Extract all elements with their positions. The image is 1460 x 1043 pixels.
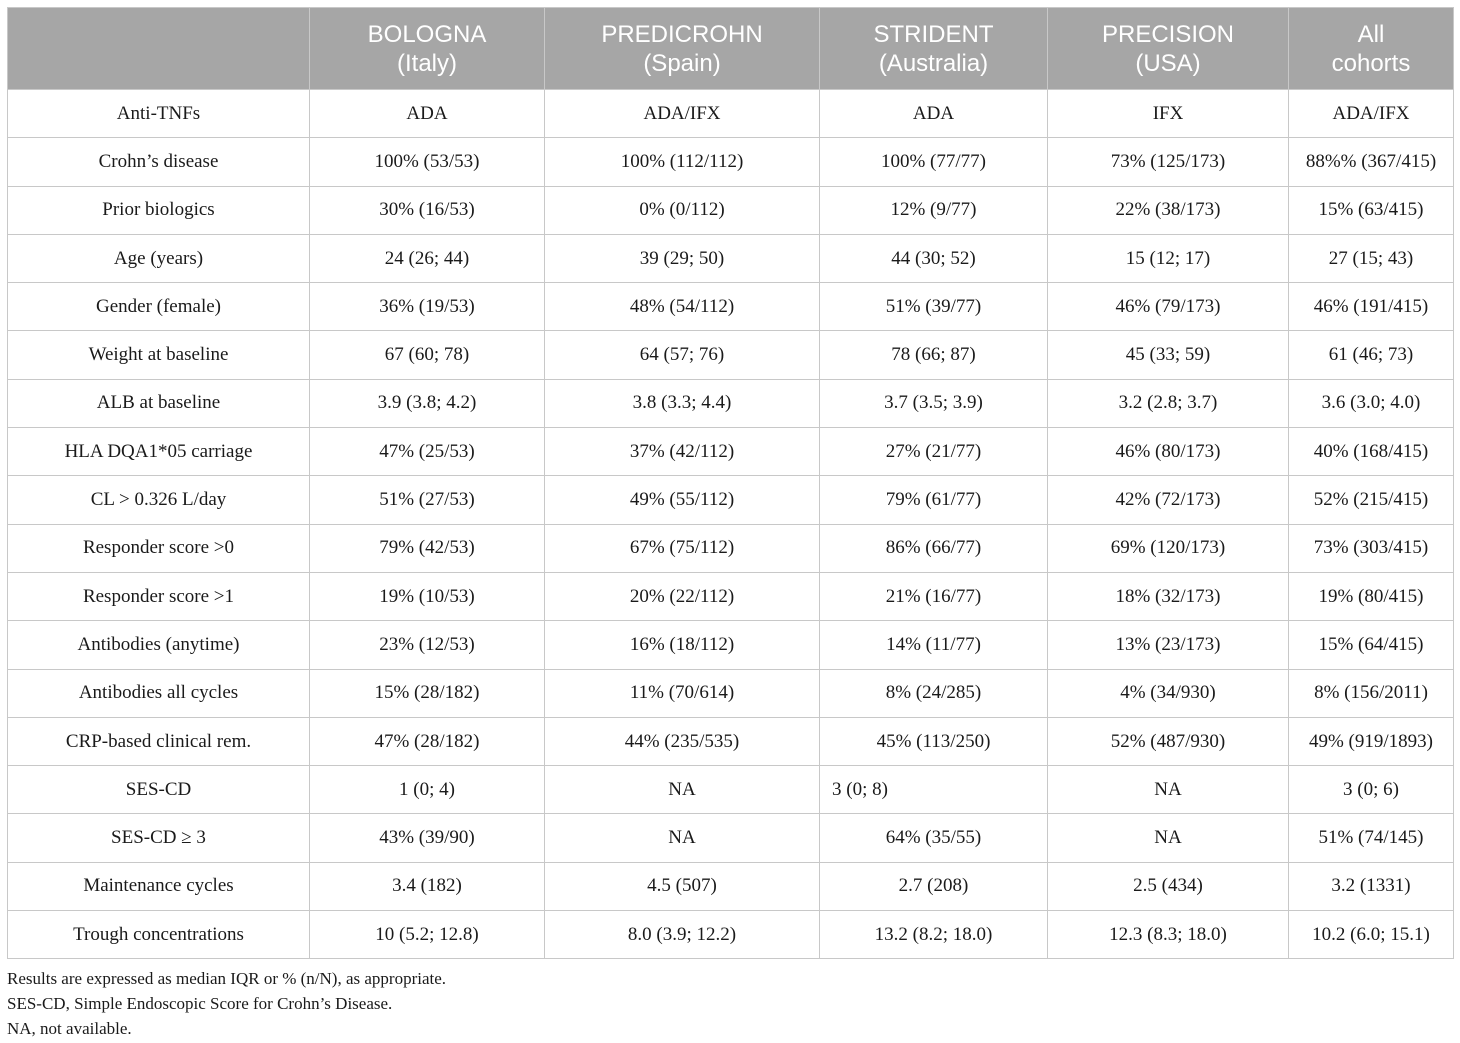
cell-row-label: Responder score >1: [8, 572, 310, 620]
cell-strident: 14% (11/77): [820, 621, 1048, 669]
cohort-characteristics-table-container: [7, 7, 1453, 959]
cell-bologna: 67 (60; 78): [310, 331, 545, 379]
cell-bologna: 43% (39/90): [310, 814, 545, 862]
cell-strident: 64% (35/55): [820, 814, 1048, 862]
cell-precision: 3.2 (2.8; 3.7): [1048, 379, 1289, 427]
cell-strident: 8% (24/285): [820, 669, 1048, 717]
cell-bologna: ADA: [310, 90, 545, 138]
table-row: [8, 766, 1454, 814]
cell-strident: 79% (61/77): [820, 476, 1048, 524]
cell-strident: 2.7 (208): [820, 862, 1048, 910]
cell-bologna: 23% (12/53): [310, 621, 545, 669]
cell-predicrohn: 67% (75/112): [545, 524, 820, 572]
cell-bologna: 1 (0; 4): [310, 766, 545, 814]
cell-row-label: CL > 0.326 L/day: [8, 476, 310, 524]
cell-precision: 46% (79/173): [1048, 283, 1289, 331]
cell-precision: 13% (23/173): [1048, 621, 1289, 669]
header-cell-predicrohn: [545, 8, 820, 90]
cell-all-cohorts: 73% (303/415): [1289, 524, 1454, 572]
cell-all-cohorts: 40% (168/415): [1289, 428, 1454, 476]
cell-predicrohn: 49% (55/112): [545, 476, 820, 524]
header-cell-all-cohorts: [1289, 8, 1454, 90]
cell-bologna: 51% (27/53): [310, 476, 545, 524]
cell-precision: 18% (32/173): [1048, 572, 1289, 620]
cell-strident: 45% (113/250): [820, 717, 1048, 765]
footnote-ses-cd: SES-CD, Simple Endoscopic Score for Crohn’s Disease.: [7, 994, 393, 1013]
cell-all-cohorts: 3.6 (3.0; 4.0): [1289, 379, 1454, 427]
table-body: [8, 90, 1454, 959]
cell-predicrohn: 11% (70/614): [545, 669, 820, 717]
cell-precision: NA: [1048, 814, 1289, 862]
table-row: [8, 476, 1454, 524]
table-footnotes: [7, 966, 446, 1041]
cell-strident: 100% (77/77): [820, 138, 1048, 186]
header-line2: (USA): [1135, 49, 1201, 77]
cell-row-label: Responder score >0: [8, 524, 310, 572]
table-row: [8, 90, 1454, 138]
cell-predicrohn: 100% (112/112): [545, 138, 820, 186]
header-line2: (Italy): [397, 49, 457, 77]
cell-strident: 3.7 (3.5; 3.9): [820, 379, 1048, 427]
cell-precision: 73% (125/173): [1048, 138, 1289, 186]
cell-row-label: Age (years): [8, 234, 310, 282]
cell-all-cohorts: 15% (64/415): [1289, 621, 1454, 669]
cell-bologna: 79% (42/53): [310, 524, 545, 572]
cell-precision: 22% (38/173): [1048, 186, 1289, 234]
cell-row-label: Gender (female): [8, 283, 310, 331]
cell-all-cohorts: 3.2 (1331): [1289, 862, 1454, 910]
cell-row-label: Prior biologics: [8, 186, 310, 234]
cell-precision: 12.3 (8.3; 18.0): [1048, 911, 1289, 959]
cell-all-cohorts: ADA/IFX: [1289, 90, 1454, 138]
cell-predicrohn: 44% (235/535): [545, 717, 820, 765]
cell-all-cohorts: 49% (919/1893): [1289, 717, 1454, 765]
cell-bologna: 47% (25/53): [310, 428, 545, 476]
header-cell-blank: [8, 8, 310, 90]
header-line1: STRIDENT: [873, 20, 994, 48]
cell-bologna: 10 (5.2; 12.8): [310, 911, 545, 959]
header-line1: BOLOGNA: [367, 20, 487, 48]
cell-predicrohn: 3.8 (3.3; 4.4): [545, 379, 820, 427]
cell-precision: 45 (33; 59): [1048, 331, 1289, 379]
cell-bologna: 15% (28/182): [310, 669, 545, 717]
cell-precision: NA: [1048, 766, 1289, 814]
cell-precision: IFX: [1048, 90, 1289, 138]
cell-strident: 86% (66/77): [820, 524, 1048, 572]
cell-predicrohn: 39 (29; 50): [545, 234, 820, 282]
table-header-row: [8, 8, 1454, 90]
cell-row-label: HLA DQA1*05 carriage: [8, 428, 310, 476]
header-line1: PREDICROHN: [601, 20, 763, 48]
table-row: [8, 234, 1454, 282]
table-row: [8, 862, 1454, 910]
cell-predicrohn: 0% (0/112): [545, 186, 820, 234]
header-line2: (Australia): [878, 49, 989, 77]
table-row: [8, 428, 1454, 476]
cell-row-label: Maintenance cycles: [8, 862, 310, 910]
cell-all-cohorts: 10.2 (6.0; 15.1): [1289, 911, 1454, 959]
header-line1: PRECISION: [1101, 20, 1235, 48]
table-row: [8, 621, 1454, 669]
table-row: [8, 572, 1454, 620]
cell-predicrohn: ADA/IFX: [545, 90, 820, 138]
cell-bologna: 3.4 (182): [310, 862, 545, 910]
cell-row-label: Weight at baseline: [8, 331, 310, 379]
cell-all-cohorts: 15% (63/415): [1289, 186, 1454, 234]
cell-all-cohorts: 27 (15; 43): [1289, 234, 1454, 282]
table-row: [8, 379, 1454, 427]
table-row: [8, 138, 1454, 186]
cell-all-cohorts: 51% (74/145): [1289, 814, 1454, 862]
cell-precision: 69% (120/173): [1048, 524, 1289, 572]
cell-row-label: Anti-TNFs: [8, 90, 310, 138]
cell-row-label: Crohn’s disease: [8, 138, 310, 186]
cell-strident: 21% (16/77): [820, 572, 1048, 620]
cell-strident: 44 (30; 52): [820, 234, 1048, 282]
header-cell-bologna: [310, 8, 545, 90]
cell-bologna: 30% (16/53): [310, 186, 545, 234]
cell-row-label: ALB at baseline: [8, 379, 310, 427]
cell-row-label: CRP-based clinical rem.: [8, 717, 310, 765]
cell-all-cohorts: 61 (46; 73): [1289, 331, 1454, 379]
cell-all-cohorts: 46% (191/415): [1289, 283, 1454, 331]
cell-bologna: 24 (26; 44): [310, 234, 545, 282]
cell-bologna: 19% (10/53): [310, 572, 545, 620]
cell-precision: 4% (34/930): [1048, 669, 1289, 717]
table-row: [8, 331, 1454, 379]
cell-predicrohn: 8.0 (3.9; 12.2): [545, 911, 820, 959]
table-row: [8, 814, 1454, 862]
cell-predicrohn: 4.5 (507): [545, 862, 820, 910]
header-cell-precision: [1048, 8, 1289, 90]
table-row: [8, 186, 1454, 234]
header-cell-strident: [820, 8, 1048, 90]
cell-strident: ADA: [820, 90, 1048, 138]
cell-precision: 2.5 (434): [1048, 862, 1289, 910]
cell-predicrohn: NA: [545, 766, 820, 814]
header-line2: (Spain): [643, 49, 721, 77]
cell-predicrohn: 48% (54/112): [545, 283, 820, 331]
cell-row-label: Antibodies (anytime): [8, 621, 310, 669]
cell-row-label: Trough concentrations: [8, 911, 310, 959]
cell-precision: 46% (80/173): [1048, 428, 1289, 476]
cell-predicrohn: 64 (57; 76): [545, 331, 820, 379]
cell-all-cohorts: 8% (156/2011): [1289, 669, 1454, 717]
cell-predicrohn: 37% (42/112): [545, 428, 820, 476]
cell-predicrohn: 16% (18/112): [545, 621, 820, 669]
cell-bologna: 3.9 (3.8; 4.2): [310, 379, 545, 427]
header-line1: All: [1357, 20, 1385, 48]
footnote-results: Results are expressed as median IQR or % (n/N), as appropriate.: [7, 969, 447, 988]
header-line2: cohorts: [1331, 49, 1411, 77]
table-row: [8, 669, 1454, 717]
cell-precision: 52% (487/930): [1048, 717, 1289, 765]
cell-predicrohn: 20% (22/112): [545, 572, 820, 620]
table-row: [8, 717, 1454, 765]
footnote-na: NA, not available.: [7, 1019, 132, 1038]
cohort-characteristics-table: [7, 7, 1454, 959]
cell-strident: 78 (66; 87): [820, 331, 1048, 379]
cell-strident: 27% (21/77): [820, 428, 1048, 476]
cell-row-label: SES-CD: [8, 766, 310, 814]
cell-all-cohorts: 52% (215/415): [1289, 476, 1454, 524]
cell-strident: 12% (9/77): [820, 186, 1048, 234]
cell-all-cohorts: 19% (80/415): [1289, 572, 1454, 620]
cell-bologna: 47% (28/182): [310, 717, 545, 765]
cell-strident: 51% (39/77): [820, 283, 1048, 331]
table-row: [8, 524, 1454, 572]
cell-precision: 42% (72/173): [1048, 476, 1289, 524]
cell-strident: 3 (0; 8): [820, 766, 1048, 814]
table-row: [8, 911, 1454, 959]
table-row: [8, 283, 1454, 331]
cell-row-label: SES-CD ≥ 3: [8, 814, 310, 862]
cell-all-cohorts: 3 (0; 6): [1289, 766, 1454, 814]
cell-precision: 15 (12; 17): [1048, 234, 1289, 282]
cell-strident: 13.2 (8.2; 18.0): [820, 911, 1048, 959]
cell-all-cohorts: 88%% (367/415): [1289, 138, 1454, 186]
cell-bologna: 36% (19/53): [310, 283, 545, 331]
cell-predicrohn: NA: [545, 814, 820, 862]
cell-bologna: 100% (53/53): [310, 138, 545, 186]
cell-row-label: Antibodies all cycles: [8, 669, 310, 717]
